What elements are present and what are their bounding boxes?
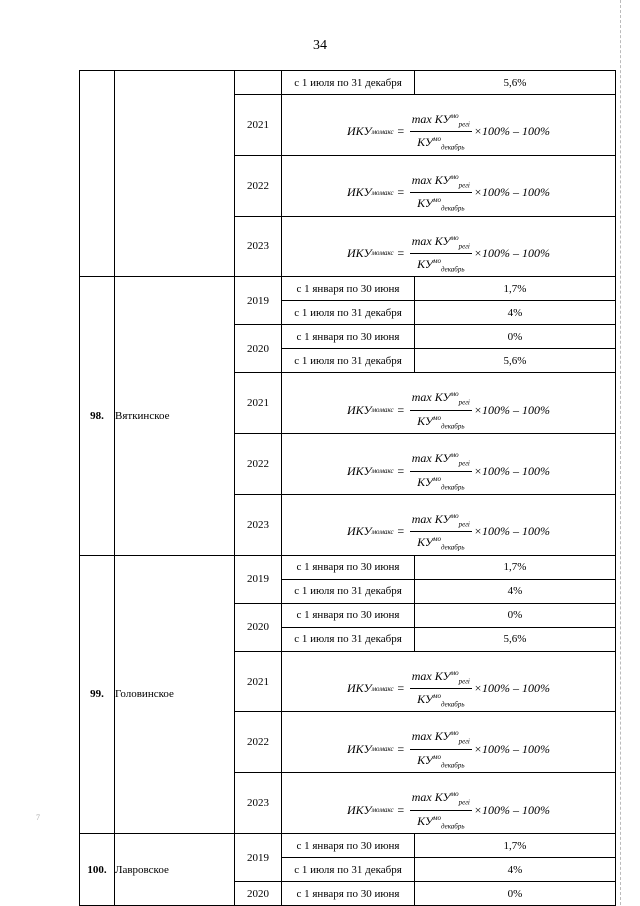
formula-num-sub: регi <box>458 459 470 468</box>
period-cell: с 1 января по 30 июня <box>282 325 415 349</box>
formula-lhs-sup: мо <box>371 467 380 476</box>
value-cell: 5,6% <box>415 349 616 373</box>
formula-cell <box>282 651 616 712</box>
tariff-table <box>79 70 616 906</box>
formula <box>347 726 550 772</box>
formula-numerator <box>410 509 472 532</box>
formula-den-sup: мо <box>433 692 441 701</box>
formula-den-sup: мо <box>433 474 441 483</box>
formula-lhs-sup: мо <box>371 745 380 754</box>
formula-den-main: КУ <box>417 135 433 150</box>
period-cell: с 1 июля по 31 декабря <box>282 579 415 603</box>
formula-cell <box>282 712 616 773</box>
year-cell: 2022 <box>235 155 282 216</box>
year-cell: 2021 <box>235 95 282 156</box>
formula-rhs: ×100% – 100% <box>473 802 550 817</box>
formula-cell <box>282 216 616 277</box>
table-row <box>80 71 616 95</box>
year-cell: 2022 <box>235 434 282 495</box>
formula-eq: = <box>396 124 405 139</box>
formula-lhs-sup: мо <box>371 806 380 815</box>
table-row <box>80 277 616 301</box>
period-cell: с 1 января по 30 июня <box>282 277 415 301</box>
formula-den-sup: мо <box>433 752 441 761</box>
formula-rhs: ×100% – 100% <box>473 524 550 539</box>
year-cell: 2023 <box>235 494 282 555</box>
formula <box>347 787 550 833</box>
year-cell: 2023 <box>235 216 282 277</box>
formula-lhs: ИКУ <box>347 185 372 200</box>
value-cell: 4% <box>415 579 616 603</box>
formula-den-sub: декабрь <box>440 482 465 491</box>
formula-den-sup: мо <box>433 535 441 544</box>
formula-lhs: ИКУ <box>347 245 372 260</box>
settlement-name: Вяткинское <box>115 277 235 555</box>
formula-denominator <box>415 193 466 215</box>
formula-den-main: КУ <box>417 535 433 550</box>
formula-lhs: ИКУ <box>347 681 372 696</box>
scan-edge-line <box>620 0 622 905</box>
formula-num-sub: регi <box>458 120 470 129</box>
formula-eq: = <box>396 524 405 539</box>
formula-lhs: ИКУ <box>347 802 372 817</box>
formula-num-main: max КУ <box>411 112 451 126</box>
formula-fraction <box>410 726 472 772</box>
formula-cell <box>282 434 616 495</box>
period-cell: с 1 июля по 31 декабря <box>282 858 415 882</box>
formula-fraction <box>410 387 472 433</box>
formula-cell <box>282 773 616 834</box>
formula <box>347 666 550 712</box>
formula-lhs-sub: макс <box>379 127 394 136</box>
formula-num-sub: регi <box>458 737 470 746</box>
formula-num-sub: регi <box>458 241 470 250</box>
formula-lhs-sup: мо <box>371 527 380 536</box>
formula-eq: = <box>396 681 405 696</box>
formula-num-main: max КУ <box>411 729 451 744</box>
value-cell: 4% <box>415 858 616 882</box>
formula <box>347 387 550 433</box>
formula-den-sup: мо <box>433 813 441 822</box>
formula-num-sup: мо <box>450 112 459 120</box>
formula-lhs-sub: макс <box>379 188 394 197</box>
margin-mark: 7 <box>36 813 40 822</box>
formula-cell <box>282 494 616 555</box>
formula-den-sub: декабрь <box>440 422 465 431</box>
formula-rhs: ×100% – 100% <box>473 245 550 260</box>
formula-denominator <box>415 689 466 711</box>
formula-num-sup: мо <box>450 729 459 738</box>
formula-lhs-sub: макс <box>379 806 394 815</box>
formula-fraction <box>410 787 472 833</box>
formula-den-main: КУ <box>417 413 433 428</box>
formula-num-sup: мо <box>450 668 459 677</box>
period-cell: с 1 января по 30 июня <box>282 882 415 906</box>
formula-numerator <box>410 170 472 193</box>
formula-num-sup: мо <box>450 390 459 399</box>
formula-lhs: ИКУ <box>347 463 372 478</box>
formula-numerator <box>410 387 472 410</box>
formula-lhs: ИКУ <box>347 524 372 539</box>
formula-rhs: ×100% – 100% <box>473 185 550 200</box>
formula-num-main: max КУ <box>411 172 451 187</box>
formula-num-main: max КУ <box>411 790 451 805</box>
formula-numerator <box>410 448 472 471</box>
year-cell: 2020 <box>235 603 282 651</box>
formula-den-main: КУ <box>417 196 433 211</box>
formula-den-sub: декабрь <box>440 265 465 274</box>
formula-fraction <box>410 509 472 555</box>
formula-den-main: КУ <box>417 256 433 271</box>
formula-denominator <box>415 411 466 433</box>
formula-lhs-sup: мо <box>371 406 380 415</box>
year-cell <box>235 71 282 95</box>
period-cell: с 1 июля по 31 декабря <box>282 71 415 95</box>
value-cell: 5,6% <box>415 627 616 651</box>
formula-eq: = <box>396 185 405 200</box>
formula-numerator <box>410 231 472 254</box>
formula-den-main: КУ <box>417 813 433 828</box>
formula-eq: = <box>396 741 405 756</box>
period-cell: с 1 июля по 31 декабря <box>282 349 415 373</box>
row-number: 98. <box>80 277 115 555</box>
formula-lhs-sup: мо <box>371 127 380 136</box>
formula-lhs: ИКУ <box>347 124 372 139</box>
formula-den-main: КУ <box>417 474 433 489</box>
formula-fraction <box>410 666 472 712</box>
formula-rhs: ×100% – 100% <box>473 402 550 417</box>
formula-lhs-sub: макс <box>379 527 394 536</box>
formula-num-main: max КУ <box>411 451 451 466</box>
value-cell: 5,6% <box>415 71 616 95</box>
formula-den-main: КУ <box>417 692 433 707</box>
formula-num-main: max КУ <box>411 390 451 405</box>
settlement-name <box>115 71 235 277</box>
formula <box>347 448 550 494</box>
value-cell: 1,7% <box>415 277 616 301</box>
formula-lhs-sup: мо <box>371 188 380 197</box>
formula-num-sup: мо <box>450 451 459 460</box>
period-cell: с 1 июля по 31 декабря <box>282 627 415 651</box>
formula-num-main: max КУ <box>411 668 451 683</box>
formula-denominator <box>415 132 466 154</box>
formula <box>347 231 550 277</box>
formula <box>347 170 550 216</box>
settlement-name: Головинское <box>115 555 235 833</box>
formula <box>347 509 550 555</box>
formula-rhs: ×100% – 100% <box>473 741 550 756</box>
formula-cell <box>282 373 616 434</box>
formula-lhs-sup: мо <box>371 249 380 258</box>
value-cell: 0% <box>415 325 616 349</box>
formula-den-sub: декабрь <box>440 822 465 831</box>
value-cell: 1,7% <box>415 555 616 579</box>
formula-num-sub: регi <box>458 181 470 190</box>
formula-fraction <box>410 170 472 216</box>
formula-lhs: ИКУ <box>347 402 372 417</box>
formula-denominator <box>415 532 466 554</box>
formula-lhs-sub: макс <box>379 467 394 476</box>
formula-num-sup: мо <box>450 172 459 181</box>
formula-num-main: max КУ <box>411 511 451 526</box>
value-cell: 0% <box>415 882 616 906</box>
formula-lhs: ИКУ <box>347 741 372 756</box>
formula-lhs-sup: мо <box>371 684 380 693</box>
formula-den-sub: декабрь <box>440 204 465 213</box>
formula-eq: = <box>396 802 405 817</box>
formula-den-sup: мо <box>433 413 441 422</box>
year-cell: 2023 <box>235 773 282 834</box>
table-row <box>80 555 616 579</box>
formula-num-sub: регi <box>458 677 470 686</box>
formula-num-sub: регi <box>458 520 470 529</box>
formula-numerator <box>410 787 472 810</box>
row-number: 99. <box>80 555 115 833</box>
formula-num-main: max КУ <box>411 233 451 248</box>
formula-lhs-sub: макс <box>379 406 394 415</box>
formula-num-sup: мо <box>450 511 459 520</box>
year-cell: 2019 <box>235 277 282 325</box>
page-number: 34 <box>313 38 327 53</box>
formula-fraction <box>410 231 472 277</box>
formula-fraction <box>410 109 472 155</box>
value-cell: 4% <box>415 301 616 325</box>
formula <box>347 109 550 155</box>
formula-den-sub: декабрь <box>440 543 465 552</box>
formula-cell <box>282 95 616 156</box>
formula-eq: = <box>396 463 405 478</box>
formula-den-sub: декабрь <box>440 143 465 152</box>
formula-eq: = <box>396 245 405 260</box>
formula-denominator <box>415 472 466 494</box>
formula-den-sub: декабрь <box>440 761 465 770</box>
formula-rhs: ×100% – 100% <box>473 463 550 478</box>
table-row <box>80 834 616 858</box>
formula-numerator <box>410 109 472 132</box>
formula-lhs-sub: макс <box>379 745 394 754</box>
formula-numerator <box>410 666 472 689</box>
year-cell: 2019 <box>235 555 282 603</box>
year-cell: 2019 <box>235 834 282 882</box>
settlement-name: Лавровское <box>115 834 235 906</box>
formula-den-main: КУ <box>417 752 433 767</box>
formula-den-sup: мо <box>433 135 441 144</box>
formula-denominator <box>415 750 466 772</box>
formula-lhs-sub: макс <box>379 684 394 693</box>
period-cell: с 1 января по 30 июня <box>282 834 415 858</box>
formula-num-sub: регi <box>458 798 470 807</box>
formula-numerator <box>410 726 472 749</box>
value-cell: 0% <box>415 603 616 627</box>
formula-cell <box>282 155 616 216</box>
year-cell: 2021 <box>235 651 282 712</box>
row-number <box>80 71 115 277</box>
formula-denominator <box>415 254 466 276</box>
row-number: 100. <box>80 834 115 906</box>
formula-num-sup: мо <box>450 233 459 242</box>
year-cell: 2022 <box>235 712 282 773</box>
formula-rhs: ×100% – 100% <box>473 681 550 696</box>
year-cell: 2020 <box>235 882 282 906</box>
period-cell: с 1 июля по 31 декабря <box>282 301 415 325</box>
formula-num-sup: мо <box>450 790 459 799</box>
formula-fraction <box>410 448 472 494</box>
period-cell: с 1 января по 30 июня <box>282 555 415 579</box>
formula-eq: = <box>396 402 405 417</box>
formula-den-sup: мо <box>433 196 441 205</box>
formula-lhs-sub: макс <box>379 249 394 258</box>
formula-denominator <box>415 811 466 833</box>
year-cell: 2021 <box>235 373 282 434</box>
formula-den-sub: декабрь <box>440 700 465 709</box>
year-cell: 2020 <box>235 325 282 373</box>
value-cell: 1,7% <box>415 834 616 858</box>
formula-den-sup: мо <box>433 256 441 265</box>
period-cell: с 1 января по 30 июня <box>282 603 415 627</box>
formula-num-sub: регi <box>458 398 470 407</box>
formula-rhs: ×100% – 100% <box>473 124 550 139</box>
